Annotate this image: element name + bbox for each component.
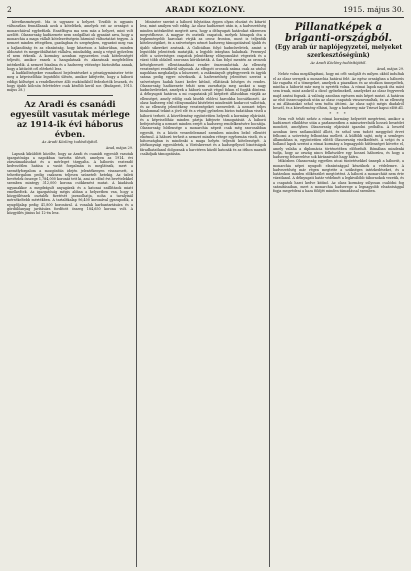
article-headline: Az Aradi és csanádi egyesült vasutak mérlege az 1914-ik évi háborus évben. (10, 99, 130, 140)
article-text: A hadiköltségekre vonatkozó bejelentéseket a pénzügyminiszter tette meg a képviselőház legutóbbi ülésén, amikor kifejtette, hogy a háború eddigi költségei a rendelkezésre álló eszközökből fedezhetők lesznek, és hogy újabb kölcsön felvételére csak később kerül sor. (Budapest, 1915. május 28.) (7, 71, 133, 92)
article-text: Lapunk kiküldött közölte, hogy az Aradi és csanádi egyesült vasutak igazgatósága a napokban tartotta ülését, amelyen az 1914. évi zárszámadásokat és a mérleget tárgyalta. A háborús esztendő kedvezőtlen hatása a vasút forgalmán is meglátszik, mert a személyforgalom a mozgósítás idején jelentékenyen visszaesett, a teherforgalom pedig csaknem teljesen szünetelt hetekig. Az üzleti bevételek összege 1,784,000 koronát tett ki, ami az előző évi bevételekkel szemben mintegy 312,000 korona csökkenést mutat. A kiadások ugyanakkor a megdrágult anyagárak és a katonai szállítások miatt emelkedtek. Az igazgatóság mégis abban a helyzetben van, hogy a közgyűlésnek osztalék fizetését javasolhatja, noha a tavalyinál mérsékeltebb mértékben. A tartalékalap 96,400 koronával gyarapodik, a nyugdíjalap pedig 41,800 koronával. A vonalak karbantartására és a gördülőanyag javítására fordított összeg 184,650 korona volt. A közgyűlés június hó 12-én lesz. (7, 151, 133, 215)
newspaper-title: ARADI KOZLONY. (165, 5, 246, 14)
column-rule (269, 20, 270, 567)
article-text: Miközben Olaszország egyetlen utcai tüntetésekkel ünnepli a háborút, a monarchia népei nyugodt elszántsággal készülnek a védelemre. A hadvezetőség már régen megtette a szükséges intézkedéseket, és a határokon minden előkészület megtörtént. A háború a monarchiát nem érte váratlanul. A délnyugati határ védelmét a legkiválóbb tábornokok vezetik, és a csapatok harci kedve kitűnő. Az olasz kormány súlyosan csalódni fog számításaiban, mert a monarchia hadserege a legnagyobb elszántsággal fogja megvédeni a haza földjét minden támadással szemben. (273, 159, 404, 193)
article-text: Nem volt tehát nehéz a római kormány helyzetét megérteni, amikor a hadüzenet elküldése után a parlamentben a miniszterelnök hosszú beszédet mondott, amelyben Olaszország eljárását igazolni próbálta. A beszéd azonban üres szólamokból állott, és sehol sem tudott meggyőző érvet felhozni a szövetség felbontása mellett. A külföldi sajtó, még a semleges államokban is, egyöntetűen elítéli Olaszország viselkedését. A svájci és a holland lapok szerint a római kormány a legnagyobb hűtlenséget követte el, amely valaha a diplomácia történetében előfordult. Rómában mindenki tudja, hogy az ország nincs felkészülve egy hosszú háborúra, és hogy a hadsereg felszerelése sok kívánnivalót hagy hátra. (273, 116, 404, 159)
article-headline: Pillanatképek a briganti-országból. (284, 22, 393, 44)
column-1 (7, 20, 133, 567)
article-byline: Az Aradi Közlöny tudósítójától. (310, 61, 367, 65)
issue-date: 1915. május 30. (343, 5, 404, 14)
section-break: * * * (329, 110, 348, 116)
article-subheadline: (Egy arab úr naplójegyzetei, melyeket szerkesztőségünk) (274, 44, 403, 59)
article-text: következményeit. Ma is ugyanez a helyzet. Tovább is ugyanis változatlan fennállanak azok a kötelékek, amelyek ezt az országot a monarchiával egybefűzik. Ennélfogva ma sem más a helyzet, mint volt azelőtt. Olaszország hadüzenete nem szolgálhat ok gyanánt arra, hogy a monarchia a maga vállalt kötelezettségein bárminő változtatást tegyen. A nemzet minden rétegében, gazdagban és szegényben, egyaránt meg van a hajlandóság és az elszántság, hogy kitartson a háborúban, minden áldozatot és megpróbáltatást vállalva, mindaddig, amíg a végső győzelem el nem érkezik. A kormány azonban egyszerűen csak kötelességét teljesíti, amikor ennek a hangulatnak és akaratnak megfelelően intézkedik. A nemzet bizalma és a hadsereg vitézsége biztosítéka annak, hogy a kitűzött cél elérhető lesz. (7, 20, 133, 71)
column-2 (140, 20, 266, 567)
article-text: Nehéz volna megállapítani, hogy mi célt szolgált és milyen okból indultak el az olasz seregek a monarchia határai felé. Az egész országban a háborús láz ragadta el a tömegeket, amelyek a piazzákon és az utcákon ünnepeltek, mintha a háborút már meg is nyerték volna. A római lapok napok óta mást sem írnak, mint azokról a dicső győzelmekről, amelyeket az olasz fegyverek majd aratni fognak. A valóság azonban egészen más képet mutat. A határon az első összecsapások után az olasz csapatok visszavonultak, és az ellenség a mi állásainkat sehol sem tudta áttörni. Az olasz sajtó mégis diadalról beszél, és a közvélemény elhiszi, hogy a hadsereg már Trieszt kapui előtt áll. (273, 72, 404, 111)
column-3 (273, 20, 404, 567)
page-header (7, 3, 404, 18)
article-dateline: Arad, május 29. (376, 67, 404, 71)
page-number: 2 (7, 5, 12, 14)
article-byline: Az Aradi Közlöny tudósítójától. (41, 140, 99, 145)
article-dateline: Arad, május 29. (105, 146, 133, 151)
column-rule (136, 20, 137, 567)
article-text: Miniszter szerint a háború folytatása éppen olyan elszánt és kitartó lesz, mint amilyen volt eddig. Az olasz hadüzenet után is, a hadvezetőség minden intézkedést megtett arra, hogy a délnyugati határokat sikeresen megvédhesse. A magyar és osztrák csapatok, melyek hónapok óta a legkeményebb harcokat vívják az orosz fronton, most is teljesítik kötelességüket, és a szövetséges német hadsereg támogatásával újabb és újabb sikereket aratnak. A Galíciában folyó hadműveletek, amint a legutóbbi jelentések mutatják, a legjobb irányban haladnak. Przemysl előtt a szövetséges csapatok jelentékeny előnyomulást végeztek és a várat több oldalról szorosan körülzárták. A San folyó mentén az oroszok kétségbeesett ellentámadásai rendre összeomlottak. Az ellenség veszteségei rendkívül súlyosak. Az elfogott oroszok száma csak az utolsó napokban meghaladja a húszezret, a zsákmányolt gépfegyverek és ágyúk száma pedig egyre növekszik. A hadvezetőség jelentései szerint a szövetséges hadak harci kedve kitűnő, ellátásuk bőséges és rendes. Olaszország hadüzenete tehát nem zavarhatja meg azokat a nagy hadműveleteket, amelyek a háború sorsát végső fokon el fogják dönteni. A délnyugati határon a mi csapataink jól kiépített állásokban várják az ellenséget, amely eddig csak kisebb előőrsi harcokba bocsátkozott. Az olasz hadsereg első előnyomulási kísérletei mindenütt kudarcot vallottak, és az ellenség jelentékeny veszteségeket szenvedett. A nemzet teljes bizalommal tekint a jövő elé és a végső győzelem biztos tudatában viseli a háború terheit. A közvélemény egyöntetűen helyesli a kormány eljárását, és a képviselőház minden pártja kifejezte támogatását. A háború befejezéséig a nemzet minden erejét a hadsereg rendelkezésére bocsátja. Olaszország hűtlensége a monarchia népeit csak még szorosabban egyesíti, és a közös veszedelemmel szemben minden belső ellentét elnémul. A háború terheit a nemzet minden rétege egyformán viseli, és a hátországban is mindenki a maga helyén teljesíti kötelességét. A jótékonysági egyesületek, a Vöröskereszt és a hadsegélyező bizottságok fáradhatatlanul dolgoznak a harctéren küzdő katonák és az itthon maradt családjaik támogatásán. (140, 20, 266, 156)
article-separator (27, 95, 113, 96)
